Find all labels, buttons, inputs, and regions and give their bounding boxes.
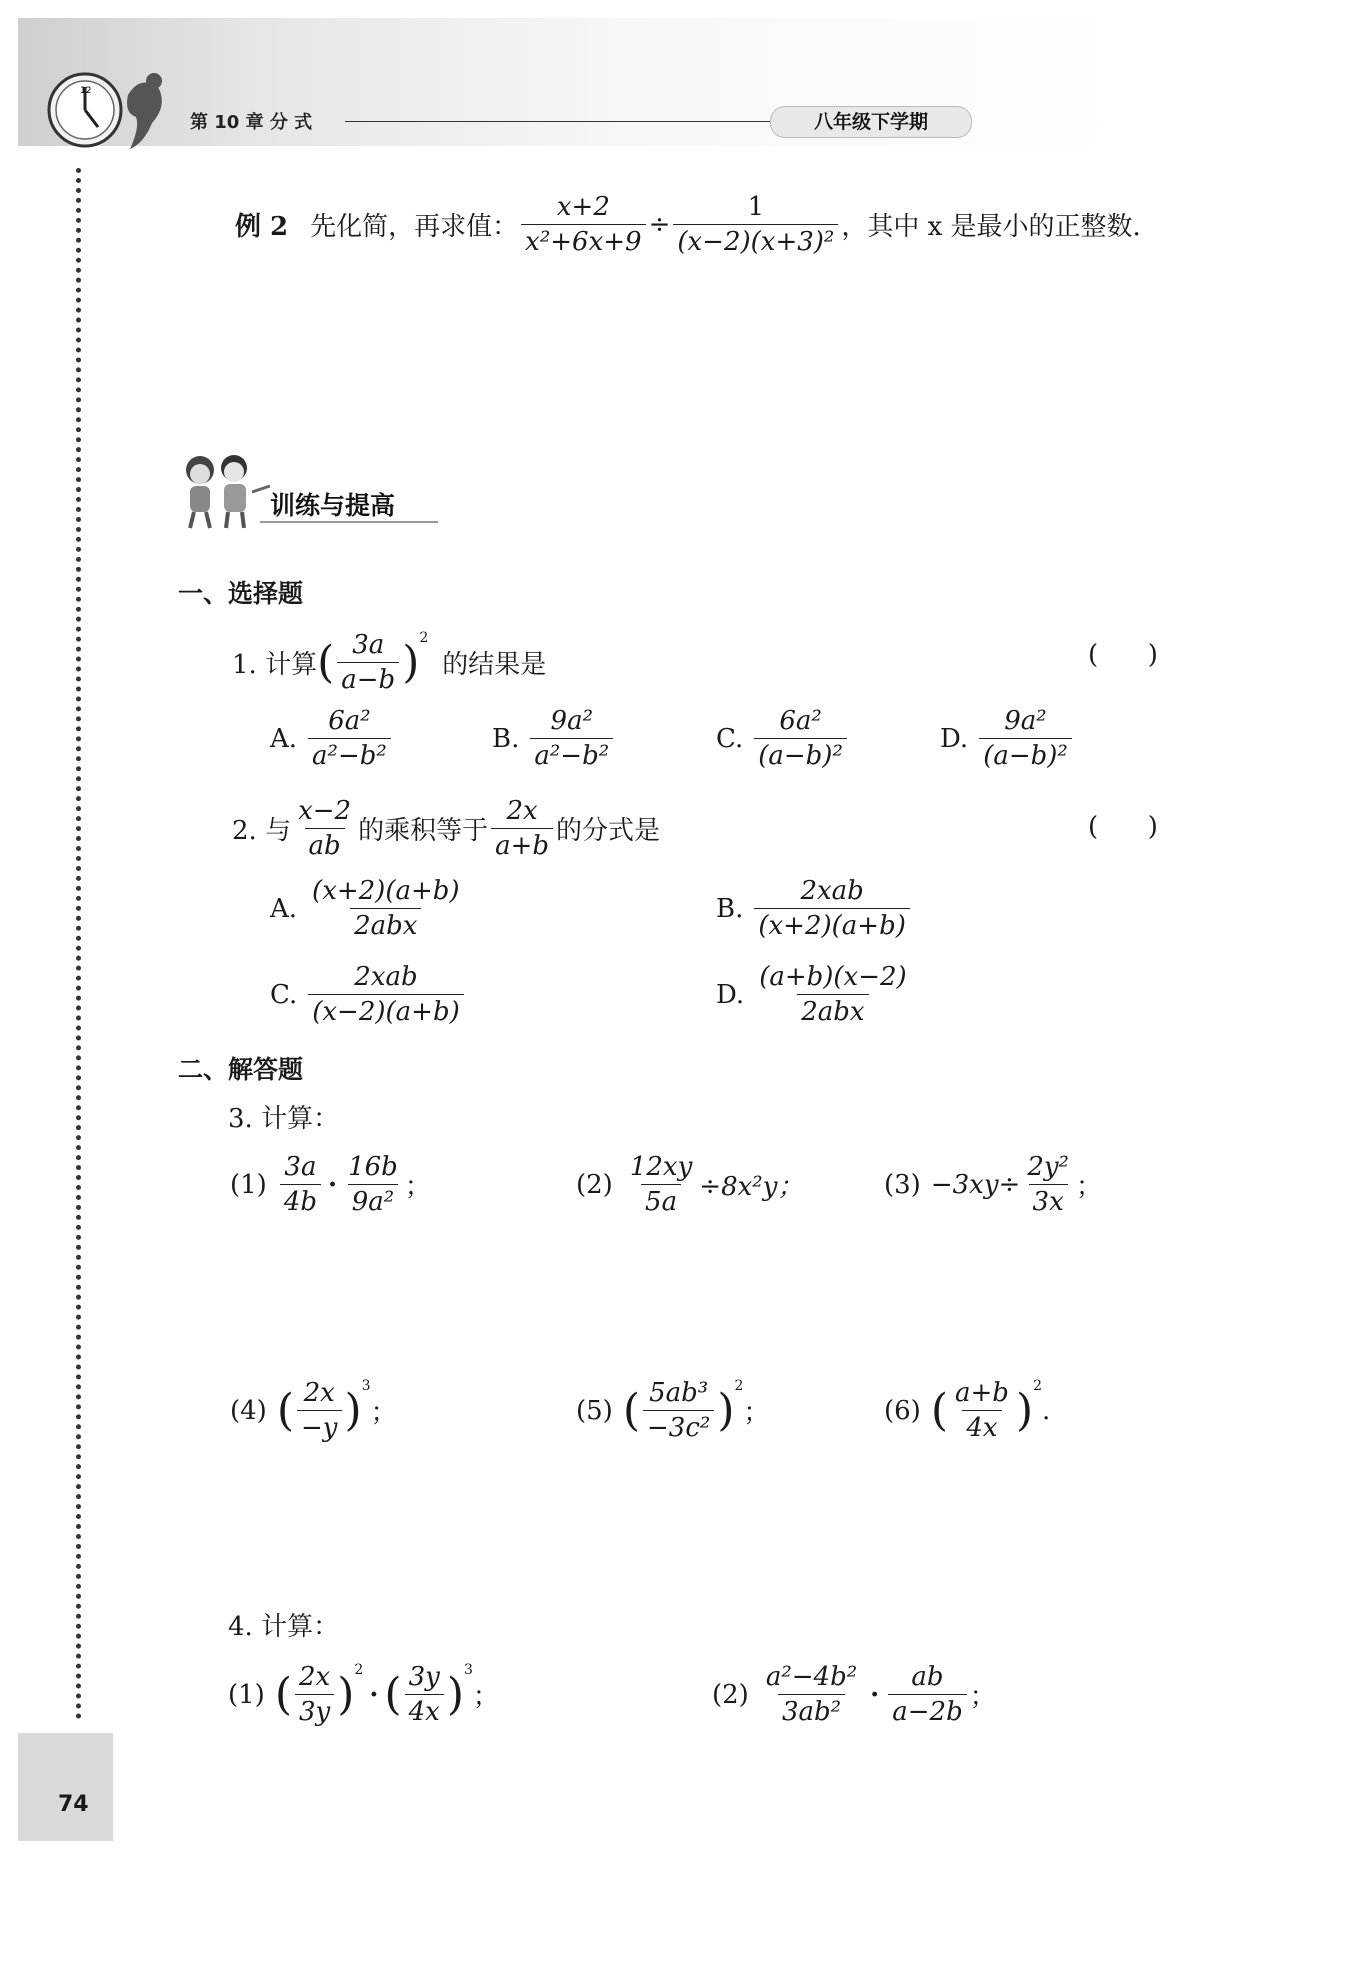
fraction-denominator: a+b xyxy=(491,828,553,861)
fraction-denominator: 2abx xyxy=(350,908,421,941)
option-label: A. xyxy=(270,723,298,754)
fraction-denominator: (x+2)(a+b) xyxy=(754,908,910,941)
example-2 xyxy=(235,192,1141,257)
part-label: (2) xyxy=(576,1169,613,1200)
fraction-numerator: 5ab³ xyxy=(649,1378,709,1408)
multiply-dot: · xyxy=(328,1169,338,1200)
q2-option-a xyxy=(270,876,467,941)
fraction-numerator: 16b xyxy=(348,1152,398,1182)
page-number: 74 xyxy=(58,1792,89,1817)
q4-part-2 xyxy=(712,1662,996,1727)
left-paren: ( xyxy=(317,636,335,688)
divide-sign: ÷ xyxy=(648,209,671,240)
left-paren: ( xyxy=(384,1668,402,1720)
right-paren: ) xyxy=(402,636,420,688)
fraction-denominator: a²−b² xyxy=(308,738,391,771)
fraction-numerator: 2x xyxy=(506,796,538,826)
fraction-denominator: (a−b)² xyxy=(754,738,847,771)
header-rule xyxy=(345,121,775,122)
section-2-title: 二、解答题 xyxy=(178,1055,304,1084)
fraction-numerator: (a+b)(x−2) xyxy=(759,962,907,992)
q3-part-4 xyxy=(230,1378,397,1443)
fraction-numerator: 6a² xyxy=(779,706,822,736)
fraction-denominator: 3ab² xyxy=(778,1694,845,1727)
fraction-denominator: 4x xyxy=(962,1410,1001,1443)
margin-dotted-line xyxy=(76,168,81,1720)
option-label: B. xyxy=(492,723,520,754)
option-label: D. xyxy=(940,723,969,754)
question-label: 2. 与 xyxy=(232,816,292,846)
part-end: . xyxy=(1042,1395,1051,1426)
fraction-numerator: 1 xyxy=(747,192,765,222)
example-lead: 先化简，再求值： xyxy=(310,212,519,242)
option-label: C. xyxy=(716,723,744,754)
question-mid: 的乘积等于 xyxy=(358,816,489,846)
fraction-numerator: 2x xyxy=(303,1378,335,1408)
fraction-numerator: a+b xyxy=(955,1378,1009,1408)
fraction-denominator: ab xyxy=(305,828,345,861)
fraction-denominator: 9a² xyxy=(348,1184,398,1217)
fraction-numerator: 2y² xyxy=(1027,1152,1069,1182)
right-paren: ) xyxy=(446,1668,464,1720)
fraction-numerator: 6a² xyxy=(328,706,371,736)
q3-part-2 xyxy=(576,1152,803,1217)
right-paren: ) xyxy=(717,1384,735,1436)
fraction-numerator: 9a² xyxy=(550,706,593,736)
fraction-denominator: (x−2)(a+b) xyxy=(308,994,464,1027)
fraction-denominator: −y xyxy=(297,1410,341,1443)
part-end: ； xyxy=(472,1682,499,1712)
part-label: (6) xyxy=(884,1395,921,1426)
part-label: (2) xyxy=(712,1679,749,1710)
q4-part-1 xyxy=(228,1662,499,1727)
question-4-label: 4. 计算： xyxy=(228,1612,340,1642)
q3-part-1 xyxy=(230,1152,431,1217)
q1-option-c xyxy=(716,706,850,771)
q3-part-3 xyxy=(884,1152,1102,1217)
fraction-numerator: 2xab xyxy=(354,962,418,992)
example-fraction-2 xyxy=(673,192,838,257)
grade-pill: 八年级下学期 xyxy=(770,106,972,138)
fraction-numerator: x−2 xyxy=(298,796,352,826)
banner-title: 训练与提高 xyxy=(270,491,396,520)
part-label: (1) xyxy=(228,1679,265,1710)
left-paren: ( xyxy=(274,1668,293,1720)
q2-option-b xyxy=(716,876,913,941)
option-label: D. xyxy=(716,979,745,1010)
part-label: (5) xyxy=(576,1395,613,1426)
multiply-dot: · xyxy=(870,1679,880,1710)
option-label: A. xyxy=(270,893,298,924)
right-paren: ) xyxy=(337,1668,355,1720)
q2-option-d xyxy=(716,962,914,1027)
fraction-denominator: a−2b xyxy=(888,1694,966,1727)
example-tail: ，其中 x 是最小的正整数. xyxy=(841,212,1141,242)
fraction-numerator: 3a xyxy=(284,1152,317,1182)
fraction-numerator: a²−4b² xyxy=(765,1662,858,1692)
part-label: (4) xyxy=(230,1395,267,1426)
fraction-numerator: x+2 xyxy=(556,192,610,222)
fraction-numerator: 12xy xyxy=(629,1152,693,1182)
fraction-denominator: a²−b² xyxy=(530,738,613,771)
fraction-denominator: a−b xyxy=(337,662,399,695)
fraction-numerator: 2x xyxy=(299,1662,331,1692)
exponent: 3 xyxy=(361,1378,371,1394)
exponent: 2 xyxy=(354,1662,364,1678)
fraction-numerator: 3y xyxy=(408,1662,440,1692)
question-1 xyxy=(232,630,546,695)
question-1-fraction xyxy=(337,630,399,695)
exponent: 3 xyxy=(463,1662,473,1678)
fraction-denominator: −3c² xyxy=(643,1410,714,1443)
fraction-denominator: (x−2)(x+3)² xyxy=(673,224,838,257)
fraction-denominator: 3x xyxy=(1029,1184,1068,1217)
part-end: ； xyxy=(1075,1172,1102,1202)
fraction-denominator: 4x xyxy=(405,1694,444,1727)
fraction-numerator: 2xab xyxy=(800,876,864,906)
q1-option-a xyxy=(270,706,394,771)
option-label: C. xyxy=(270,979,298,1010)
example-fraction-1 xyxy=(521,192,645,257)
q1-option-b xyxy=(492,706,616,771)
part-lead: −3xy÷ xyxy=(930,1169,1021,1200)
page-tab xyxy=(18,1733,113,1841)
question-2 xyxy=(232,796,660,861)
part-tail: ÷8x²y； xyxy=(699,1172,804,1202)
right-paren: ) xyxy=(1015,1384,1034,1436)
exponent: 2 xyxy=(419,630,429,646)
question-label: 1. 计算 xyxy=(232,650,318,680)
answer-blank: ( ) xyxy=(1088,640,1158,670)
part-label: (3) xyxy=(884,1169,921,1200)
section-1-title: 一、选择题 xyxy=(178,579,304,608)
question-3-label: 3. 计算： xyxy=(228,1104,340,1134)
fraction-denominator: 3y xyxy=(295,1694,334,1727)
question-tail: 的分式是 xyxy=(556,816,661,846)
fraction-numerator: 9a² xyxy=(1004,706,1047,736)
banner-rule xyxy=(260,521,438,523)
left-paren: ( xyxy=(930,1384,949,1436)
part-end: ； xyxy=(404,1172,431,1202)
part-end: ； xyxy=(370,1398,397,1428)
fraction-denominator: 5a xyxy=(641,1184,681,1217)
question-tail: 的结果是 xyxy=(442,650,547,680)
exponent: 2 xyxy=(734,1378,744,1394)
left-paren: ( xyxy=(622,1384,641,1436)
answer-blank: ( ) xyxy=(1088,812,1158,842)
chapter-label: 第 10 章 分 式 xyxy=(190,112,313,133)
right-paren: ) xyxy=(344,1384,362,1436)
q3-part-5 xyxy=(576,1378,769,1443)
q3-part-6 xyxy=(884,1378,1050,1443)
clock-runner-logo xyxy=(40,65,180,155)
multiply-dot: · xyxy=(369,1679,379,1710)
fraction-denominator: 2abx xyxy=(797,994,868,1027)
part-end: ； xyxy=(969,1682,996,1712)
left-paren: ( xyxy=(276,1384,295,1436)
fraction-numerator: 3a xyxy=(352,630,385,660)
part-label: (1) xyxy=(230,1169,267,1200)
q1-option-d xyxy=(940,706,1075,771)
fraction-denominator: x²+6x+9 xyxy=(521,224,645,257)
fraction-numerator: (x+2)(a+b) xyxy=(312,876,460,906)
part-end: ； xyxy=(743,1398,770,1428)
exponent: 2 xyxy=(1033,1378,1043,1394)
q2-option-c xyxy=(270,962,467,1027)
fraction-denominator: (a−b)² xyxy=(979,738,1072,771)
fraction-denominator: 4b xyxy=(280,1184,321,1217)
option-label: B. xyxy=(716,893,744,924)
svg-text:12: 12 xyxy=(80,86,92,96)
fraction-numerator: ab xyxy=(911,1662,944,1692)
example-label: 例 2 xyxy=(235,212,289,242)
